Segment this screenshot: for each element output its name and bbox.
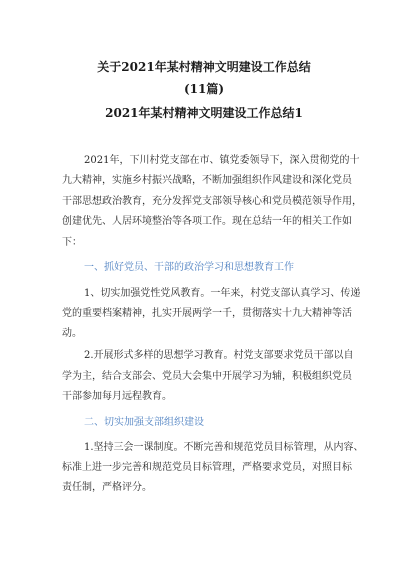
document-subtitle: (11篇) [183,82,225,96]
paragraph-1-line-1: 2021年，下川村党支部在市、镇党委领导下，深入贯彻党的十 [84,155,360,166]
section-heading-2: 二、切实加强支部组织建设 [84,417,204,428]
section-title: 2021年某村精神文明建设工作总结1 [105,106,303,120]
paragraph-4-line-1: 1.坚持三会一课制度。不断完善和规范党员目标管理，从内容、 [84,442,364,453]
paragraph-2-line-1: 1、切实加强党性党风教育。一年来，村党支部认真学习、传递 [84,288,361,299]
paragraph-4-line-2: 标准上进一步完善和规范党员目标管理，严格要求党员，对照目标 [62,462,352,473]
paragraph-1-line-4: 创建优先、人居环境整治等各项工作。现在总结一年的相关工作如 [62,216,352,227]
paragraph-3-line-1: 2.开展形式多样的思想学习教育。村党支部要求党员干部以自 [84,350,354,361]
paragraph-2-line-2: 党的重要档案精神，扎实开展两学一千，贯彻落实十九大精神等活 [62,308,352,319]
paragraph-3-line-2: 学为主，结合支部会、党员大会集中开展学习为辅，积极组织党员 [62,371,352,382]
paragraph-2-line-3: 动。 [62,328,82,339]
paragraph-1-line-3: 干部思想政治教育，充分发挥党支部领导核心和党员模范领导作用， [62,196,362,207]
document-title: 关于2021年某村精神文明建设工作总结 [97,60,311,74]
section-heading-1: 一、抓好党员、干部的政治学习和思想教育工作 [84,262,294,273]
paragraph-3-line-3: 干部参加每月远程教育。 [62,391,172,402]
paragraph-4-line-3: 责任制，严格评分。 [62,482,152,493]
paragraph-1-line-5: 下： [62,237,82,248]
paragraph-1-line-2: 九大精神，实施乡村振兴战略，不断加强组织作风建设和深化党员 [62,175,352,186]
